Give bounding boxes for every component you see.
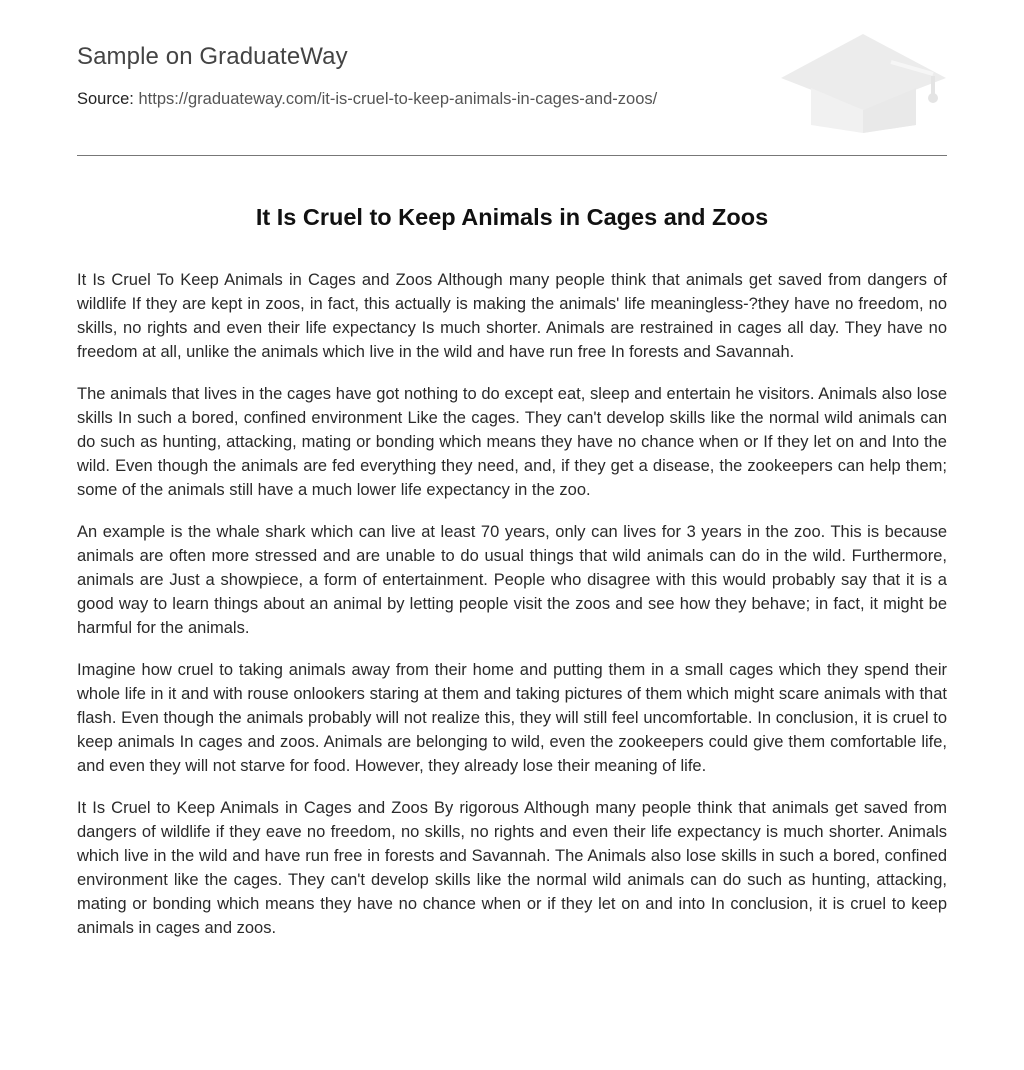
- paragraph: It Is Cruel to Keep Animals in Cages and Zoos By rigorous Although many people think that animals get saved from dangers of wildlife if they eave no freedom, no skills, no rights and even their life expectancy is much shorter. Animals which live in the wild and have run free in forests and Savannah. The Animals also lose skills in such a bored, confined environment like the cages. They can't develop skills like the normal wild animals can do such as hunting, attacking, mating or bonding which means they have no chance when or if they let on and into In conclusion, it is cruel to keep animals in cages and zoos.: [77, 799, 947, 937]
- source-line: [77, 90, 657, 109]
- page-header: [77, 0, 947, 156]
- article-body: [77, 268, 947, 958]
- source-label: Source:: [77, 90, 134, 108]
- graduation-cap-icon: [781, 30, 946, 135]
- paragraph: It Is Cruel To Keep Animals in Cages and Zoos Although many people think that animals get saved from dangers of wildlife If they are kept in zoos, in fact, this actually is making the animals' life meaningless-?they have no freedom, no skills, no rights and even their life expectancy Is much shorter. Animals are restrained in cages all day. They have no freedom at all, unlike the animals which live in the wild and have run free In forests and Savannah.: [77, 271, 947, 361]
- paragraph: An example is the whale shark which can live at least 70 years, only can lives for 3 years in the zoo. This is because animals are often more stressed and are unable to do usual things that wild animals can do in the wild. Furthermore, animals are Just a showpiece, a form of entertainment. People who disagree with this would probably say that it is a good way to learn things about an animal by letting people visit the zoos and see how they behave; in fact, it might be harmful for the animals.: [77, 523, 947, 637]
- article-title: It Is Cruel to Keep Animals in Cages and Zoos: [255, 204, 769, 230]
- header-divider: [77, 155, 947, 156]
- paragraph: Imagine how cruel to taking animals away from their home and putting them in a small cages which they spend their whole life in it and with rouse onlookers staring at them and taking pictures of them which might scare animals with that flash. Even though the animals probably will not realize this, they will still feel uncomfortable. In conclusion, it is cruel to keep animals In cages and zoos. Animals are belonging to wild, even the zookeepers could give them comfortable life, and even they will not starve for food. However, they already lose their meaning of life.: [77, 661, 947, 775]
- source-link[interactable]: https://graduateway.com/it-is-cruel-to-keep-animals-in-cages-and-zoos/: [138, 90, 658, 108]
- paragraph: The animals that lives in the cages have got nothing to do except eat, sleep and entertain he visitors. Animals also lose skills In such a bored, confined environment Like the cages. They can't develop skills like the normal wild animals can do such as hunting, attacking, mating or bonding which means they have no chance when or If they let on and Into the wild. Even though the animals are fed everything they need, and, if they get a disease, the zookeepers can help them; some of the animals still have a much lower life expectancy in the zoo.: [77, 385, 947, 499]
- site-title: Sample on GraduateWay: [77, 43, 348, 70]
